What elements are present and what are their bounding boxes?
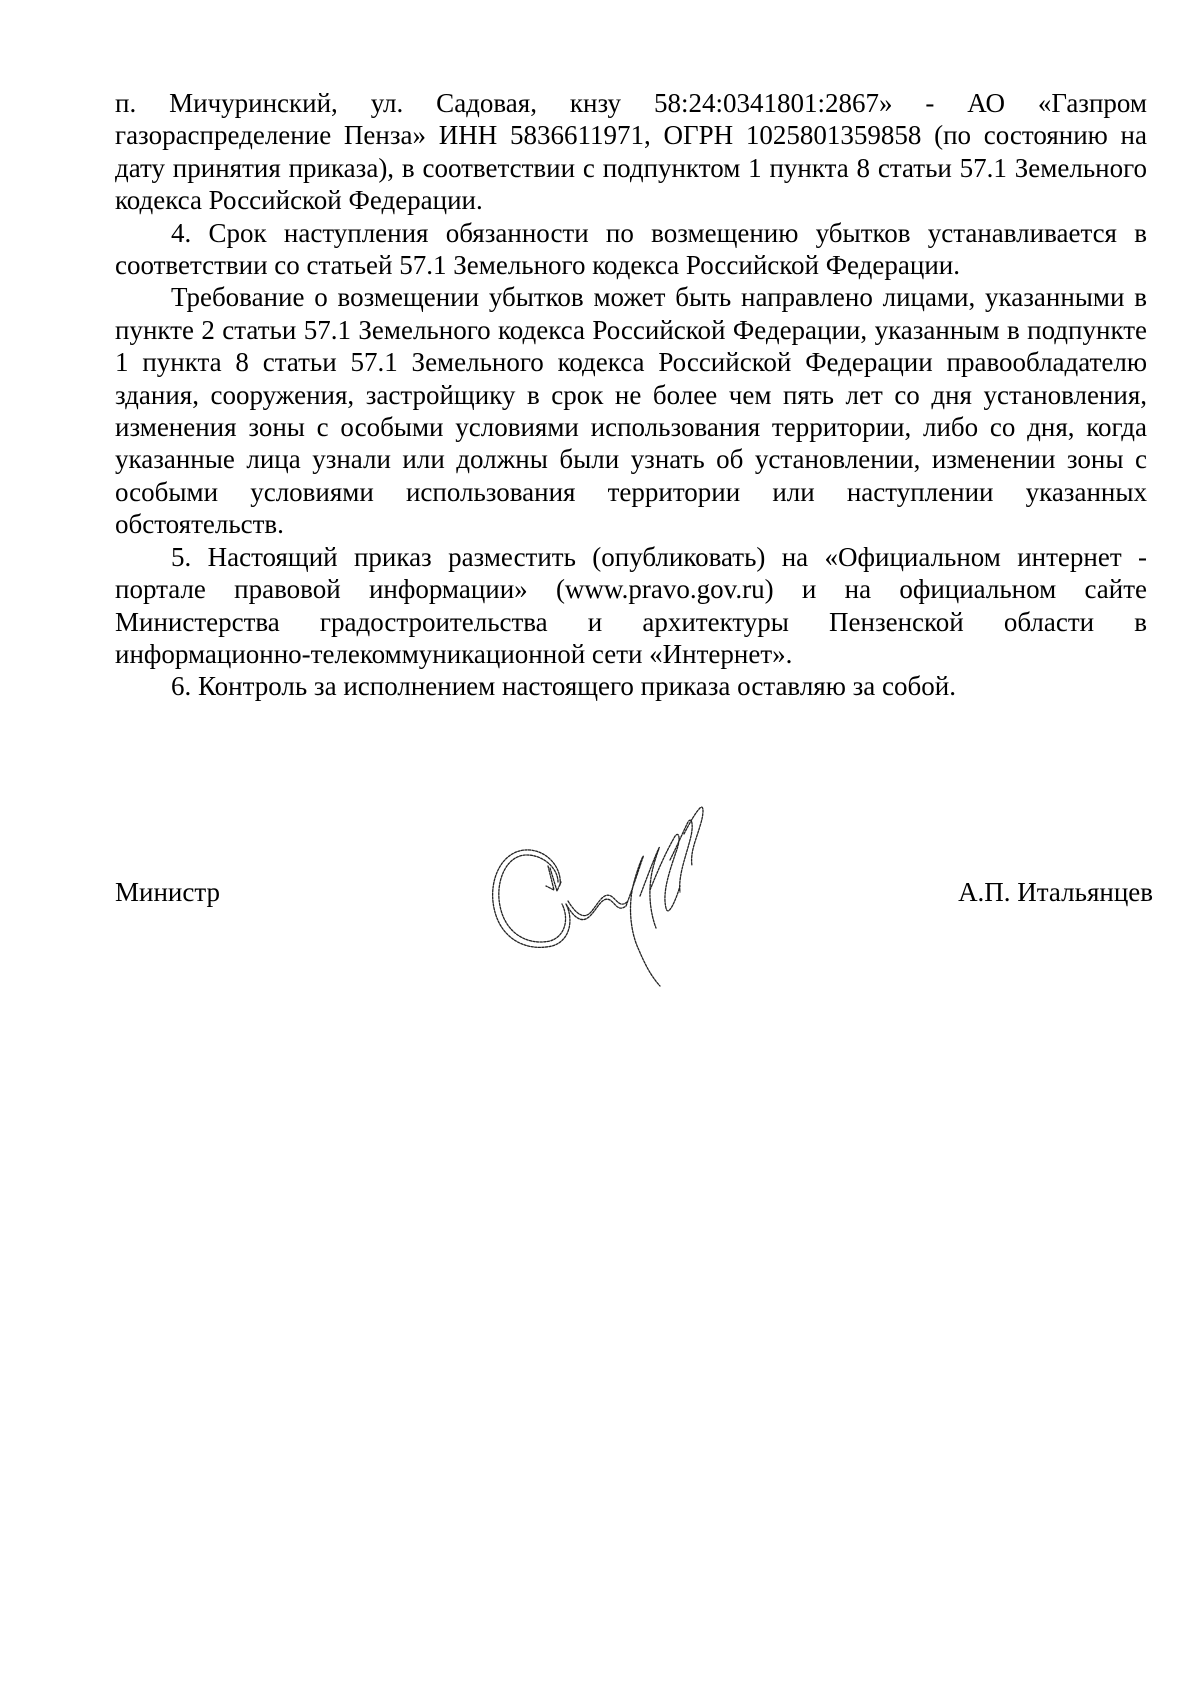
paragraph-continuation: п. Мичуринский, ул. Садовая, кнзу 58:24:0341801:2867» - АО «Газпром газораспределение Пенза» ИНН 5836611971, ОГРН 1025801359858 (по состоянию на дату принятия приказа), в соответствии с подпунктом 1 пункта 8 статьи 57.1 Земельного кодекса Российской Федерации. (115, 88, 1147, 216)
paragraph-item-6: 6. Контроль за исполнением настоящего приказа оставляю за собой. (171, 671, 956, 702)
signatory-name: А.П. Итальянцев (958, 877, 1153, 907)
handwritten-signature-icon (470, 800, 710, 990)
document-body (115, 87, 1147, 703)
signature-block (115, 800, 1153, 1000)
paragraph-item-5: 5. Настоящий приказ разместить (опубликовать) на «Официальном интернет - портале правовой информации» (www.pravo.gov.ru) и на официальном сайте Министерства градостроительства и архитектуры Пензенской области в информационно-телекоммуникационной сети «Интернет». (115, 541, 1147, 669)
signatory-position: Министр (115, 877, 220, 907)
paragraph-item-4: 4. Срок наступления обязанности по возмещению убытков устанавливается в соответствии со статьей 57.1 Земельного кодекса Российской Федерации. (115, 217, 1147, 281)
paragraph-damages-claim: Требование о возмещении убытков может быть направлено лицами, указанными в пункте 2 статьи 57.1 Земельного кодекса Российской Федерации, указанным в подпункте 1 пункта 8 статьи 57.1 Земельного кодекса Российской Федерации правообладателю здания, сооружения, застройщику в срок не более чем пять лет со дня установления, изменения зоны с особыми условиями использования территории, либо со дня, когда указанные лица узнали или должны были узнать об установлении, изменении зоны с особыми условиями использования территории или наступлении указанных обстоятельств. (115, 282, 1147, 540)
